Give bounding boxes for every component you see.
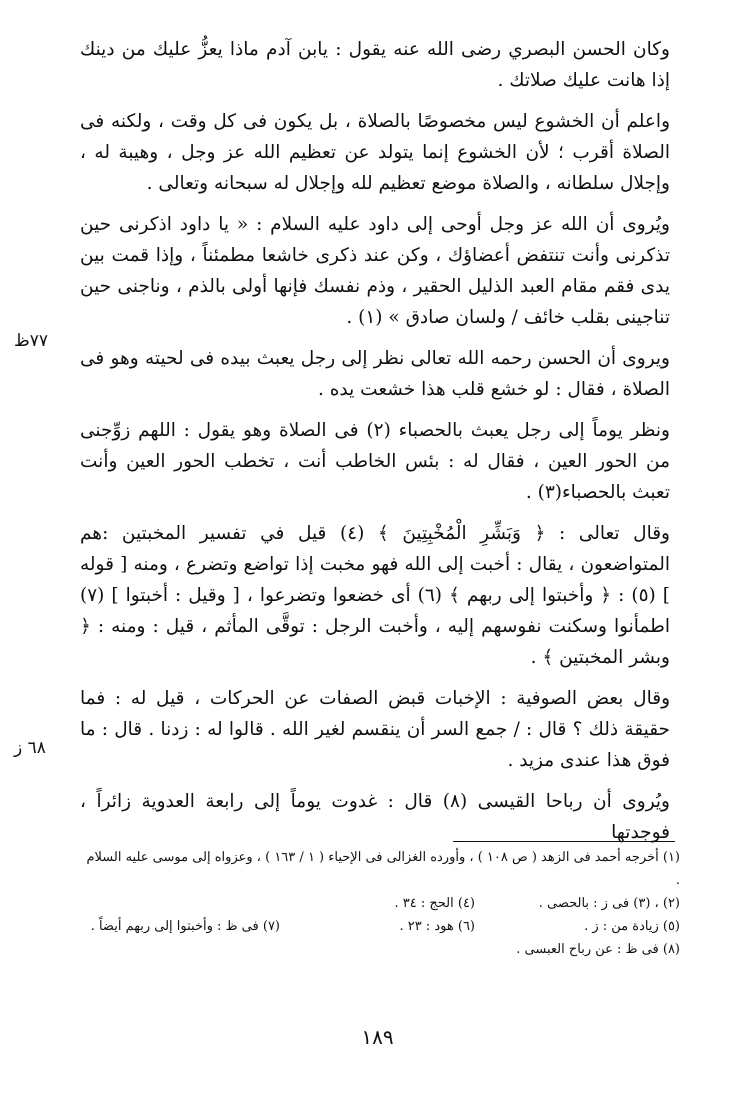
footnotes <box>80 846 680 961</box>
paragraph-7: وقال بعض الصوفية : الإخبات قبض الصفات عن الحركات ، قيل له : فما حقيقة ذلك ؟ قال : / جمع السر أن ينقسم لغير الله . قالوا له : زدنا . قال : ما فوق هذا عندى مزيد . <box>80 688 670 771</box>
paragraph-2: واعلم أن الخشوع ليس مخصوصًا بالصلاة ، بل يكون فى كل وقت ، ولكنه فى الصلاة أقرب ؛ لأن الخشوع إنما يتولد عن تعظيم الله عز وجل ، وهيبة له ، وإجلال سلطانه ، والصلاة موضع تعظيم لله وإجلال له سبحانه وتعالى . <box>80 111 670 194</box>
footnote-7: (٧) فى ظ : وأخبتوا إلى ربهم أيضاً . <box>90 919 280 934</box>
margin-note-folio-zay: ٦٨ ز <box>14 738 46 758</box>
footnote-2-3: (٢) ، (٣) فى ز : بالحصى . <box>538 896 680 911</box>
paragraph-5: ونظر يوماً إلى رجل يعبث بالحصباء (٢) فى الصلاة وهو يقول : اللهم زوِّجنى من الحور العين ، فقال له : بئس الخاطب أنت ، تخطب الحور العين وأنت تعبث بالحصباء(٣) . <box>80 420 670 503</box>
paragraph-1: وكان الحسن البصري رضى الله عنه يقول : يابن آدم ماذا يعزُّ عليك من دينك إذا هانت عليك صلاتك . <box>80 39 670 91</box>
footnote-6: (٦) هود : ٢٣ . <box>399 919 475 934</box>
paragraph-6: وقال تعالى : ﴿ وَبَشِّرِ الْمُخْبِتِينَ ﴾ (٤) قيل في تفسير المخبتين :هم المتواضعون ، يقال : أخبت إلى الله فهو مخبت إذا تواضع وتضرع ، ومنه [ قوله ] (٥) : ﴿ وأخبتوا إلى ربهم ﴾ (٦) أى خضعوا وتضرعوا ، [ وقيل : أخبتوا ] (٧) اطمأنوا وسكنت نفوسهم إليه ، وأخبت الرجل : توقَّى المأثم ، قيل : ومنه : ﴿ وبشر المخبتين ﴾ . <box>80 523 670 668</box>
footnote-4: (٤) الحج : ٣٤ . <box>394 896 475 911</box>
margin-note-folio-z: ٧٧ظ <box>14 331 48 351</box>
footnote-5: (٥) زيادة من : ز . <box>584 919 680 934</box>
footnote-row-1 <box>80 892 680 915</box>
page-number: ١٨٩ <box>361 1025 394 1049</box>
main-text <box>80 34 670 858</box>
footnote-1: (١) أخرجه أحمد فى الزهد ( ص ١٠٨ ) ، وأورده الغزالى فى الإحياء ( ١ / ١٦٣ ) ، وعزواه إلى موسى عليه السلام . <box>86 850 680 888</box>
paragraph-8: ويُروى أن رباحا القيسى (٨) قال : غدوت يوماً إلى رابعة العدوية زائراً ، فوجدتها <box>80 791 670 843</box>
paragraph-3: ويُروى أن الله عز وجل أوحى إلى داود عليه السلام : « يا داود اذكرنى حين تذكرنى وأنت تنتفض أعضاؤك ، وكن عند ذكرى خاشعا مطمئناً ، وإذا قمت بين يدى فقم مقام العبد الذليل الحقير ، وذم نفسك فإنها أولى بالذم ، وناجنى حين تناجينى بقلب خائف / ولسان صادق » (١) . <box>80 214 670 328</box>
footnote-divider <box>453 841 675 842</box>
paragraph-4: ويروى أن الحسن رحمه الله تعالى نظر إلى رجل يعبث بيده فى لحيته وهو فى الصلاة ، فقال : لو خشع قلب هذا خشعت يده . <box>80 348 670 400</box>
footnote-row-2 <box>80 915 680 938</box>
footnote-8: (٨) فى ظ : عن رباح العبسى . <box>516 942 680 957</box>
